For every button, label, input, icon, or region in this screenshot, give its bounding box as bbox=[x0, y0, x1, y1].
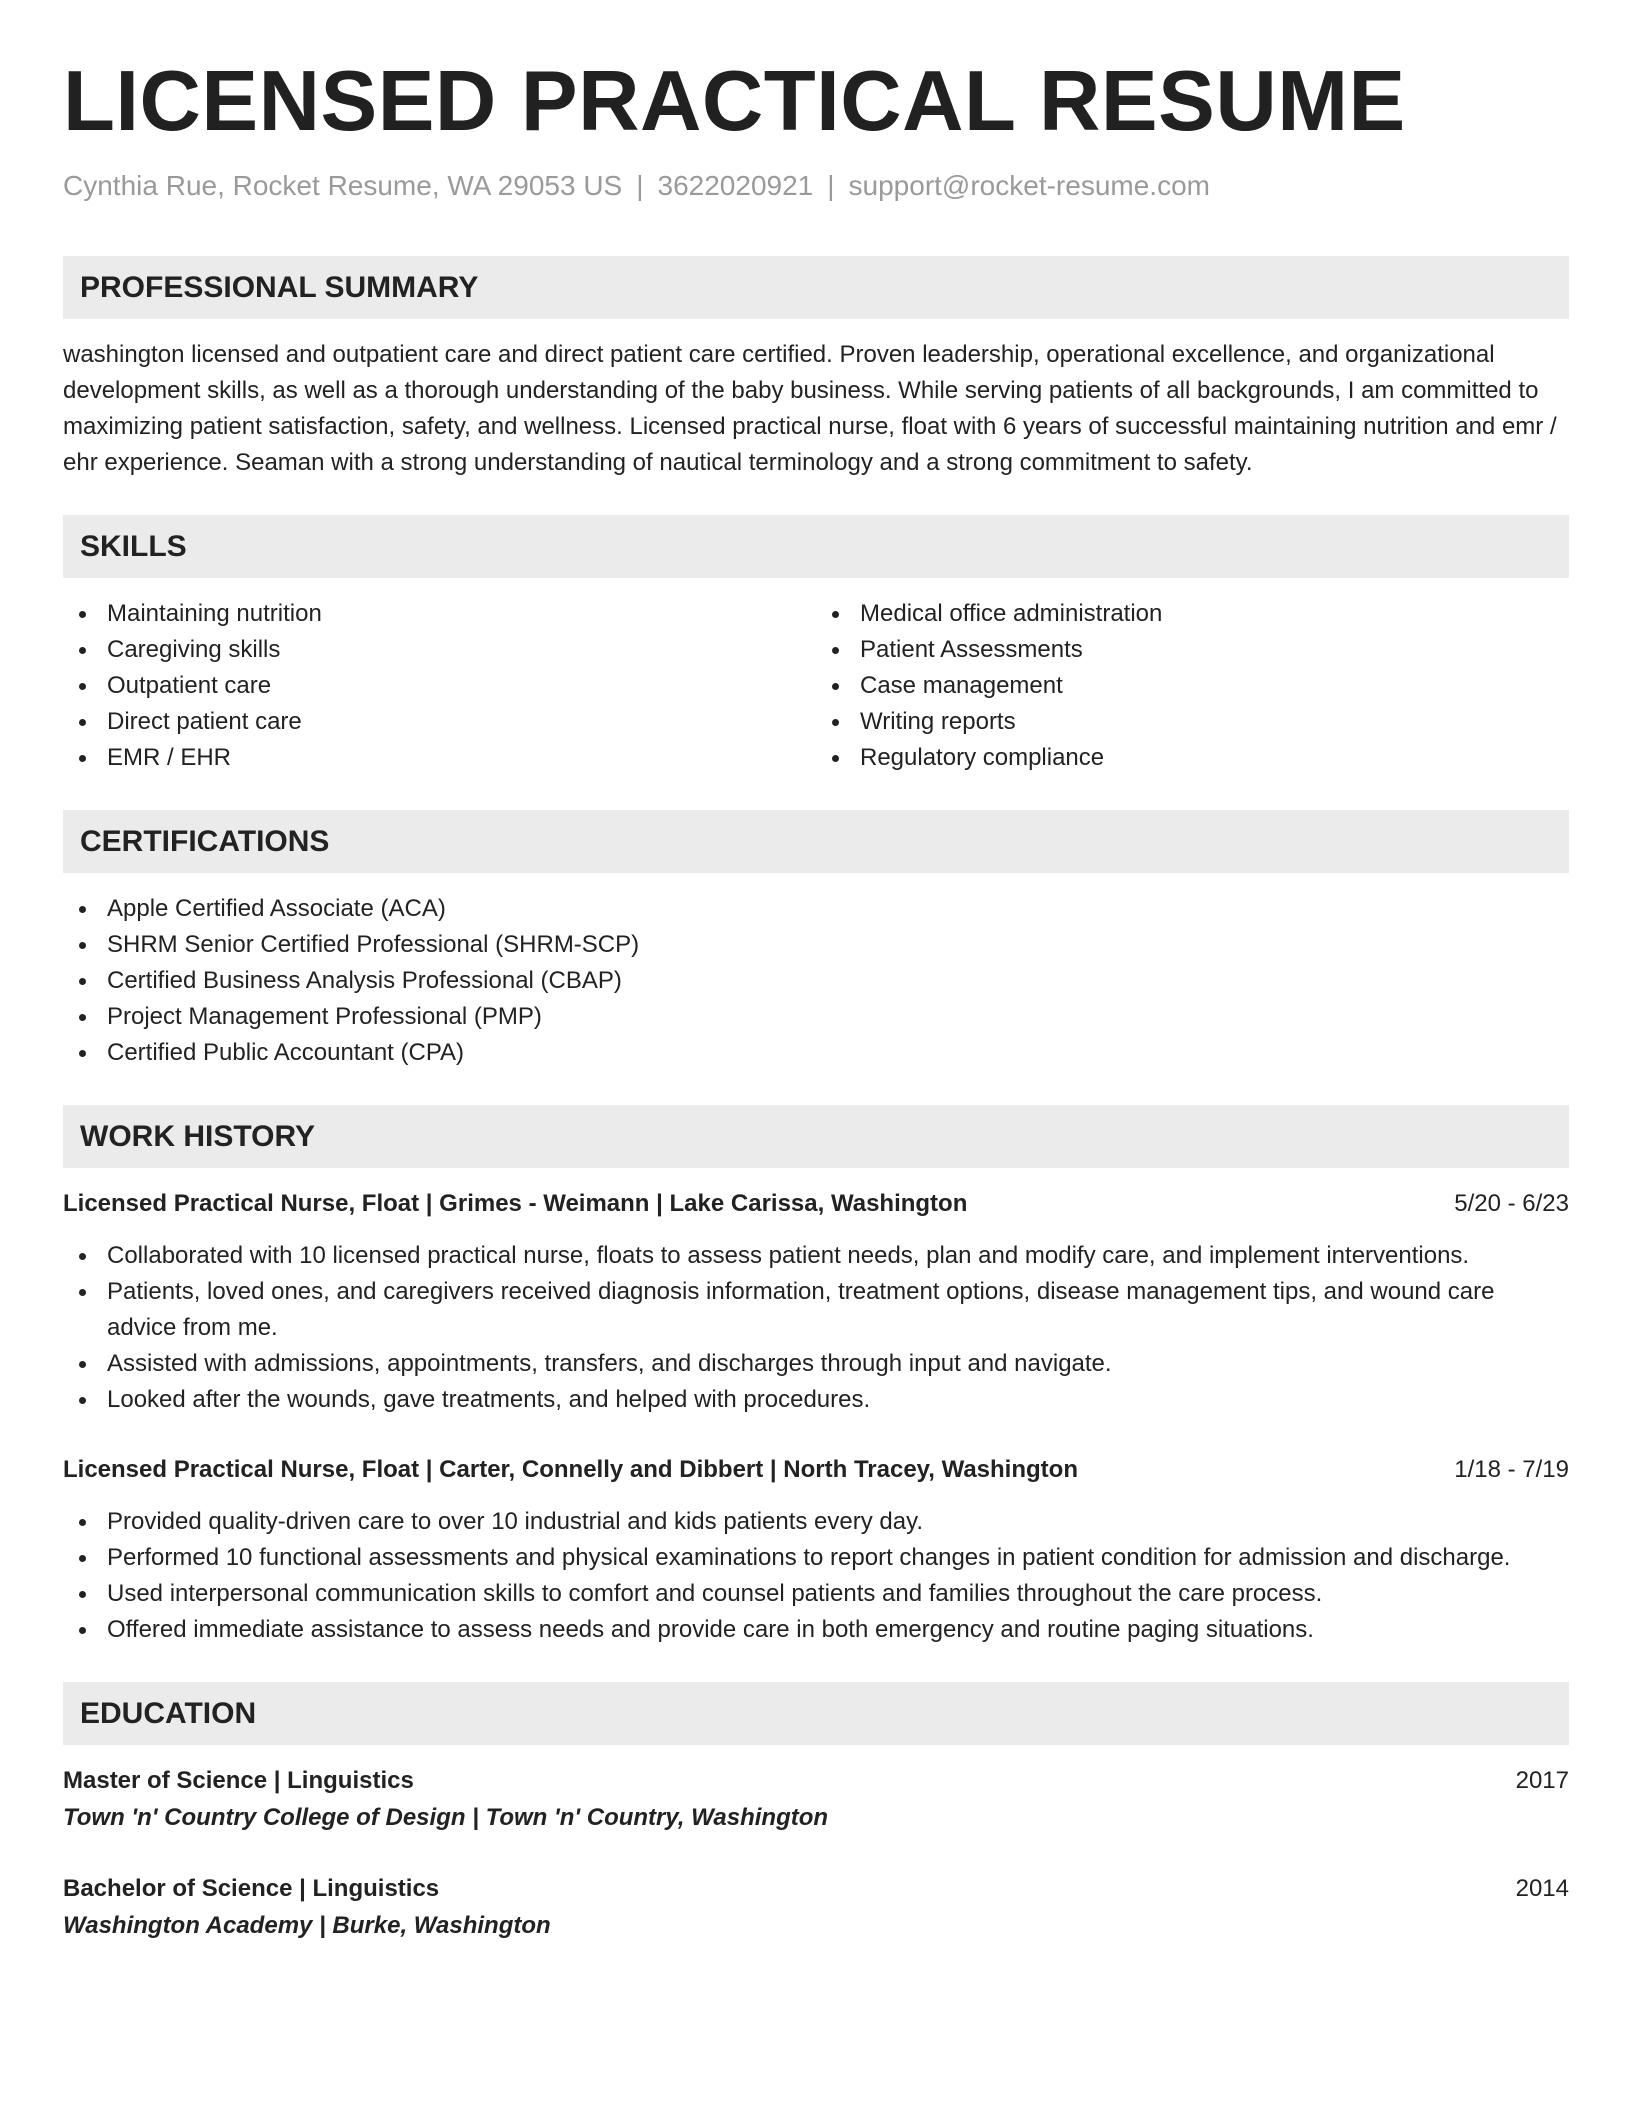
certifications-section bbox=[63, 810, 1569, 1071]
skills-section bbox=[63, 515, 1569, 776]
certifications-list bbox=[63, 891, 1569, 1071]
skill-item: Direct patient care bbox=[63, 704, 816, 740]
certification-item: Apple Certified Associate (ACA) bbox=[63, 891, 1569, 927]
job-bullet: Provided quality-driven care to over 10 industrial and kids patients every day. bbox=[63, 1504, 1569, 1540]
job-bullet: Offered immediate assistance to assess needs and provide care in both emergency and routine paging situations. bbox=[63, 1612, 1569, 1648]
education-section bbox=[63, 1682, 1569, 1945]
skills-column-left bbox=[63, 596, 816, 776]
education-school: Washington Academy | Burke, Washington bbox=[63, 1912, 551, 1939]
summary-heading: PROFESSIONAL SUMMARY bbox=[63, 256, 1569, 319]
contact-line bbox=[63, 168, 1569, 204]
job-title: Licensed Practical Nurse, Float | Carter, Connelly and Dibbert | North Tracey, Washington bbox=[63, 1456, 1078, 1483]
job-dates: 5/20 - 6/23 bbox=[1454, 1190, 1569, 1217]
contact-phone: 3622020921 bbox=[657, 170, 814, 201]
job-bullet: Performed 10 functional assessments and physical examinations to report changes in patient condition for admission and discharge. bbox=[63, 1540, 1569, 1576]
job-entry bbox=[63, 1452, 1569, 1648]
work-history-section bbox=[63, 1105, 1569, 1648]
education-degree: Master of Science | Linguistics bbox=[63, 1767, 414, 1794]
job-dates: 1/18 - 7/19 bbox=[1454, 1456, 1569, 1483]
summary-section bbox=[63, 256, 1569, 481]
education-degree: Bachelor of Science | Linguistics bbox=[63, 1875, 440, 1902]
education-school: Town 'n' Country College of Design | Town 'n' Country, Washington bbox=[63, 1804, 829, 1831]
education-year: 2017 bbox=[1515, 1767, 1569, 1794]
education-header bbox=[63, 1763, 1569, 1799]
job-bullet: Assisted with admissions, appointments, transfers, and discharges through input and navigate. bbox=[63, 1346, 1569, 1382]
job-title: Licensed Practical Nurse, Float | Grimes - Weimann | Lake Carissa, Washington bbox=[63, 1190, 968, 1217]
skills-column-right bbox=[816, 596, 1569, 776]
certifications-heading: CERTIFICATIONS bbox=[63, 810, 1569, 873]
skills-heading: SKILLS bbox=[63, 515, 1569, 578]
education-entry bbox=[63, 1763, 1569, 1837]
skill-item: EMR / EHR bbox=[63, 740, 816, 776]
skill-item: Outpatient care bbox=[63, 668, 816, 704]
education-entry bbox=[63, 1871, 1569, 1945]
job-bullet: Looked after the wounds, gave treatments, and helped with procedures. bbox=[63, 1382, 1569, 1418]
job-bullets bbox=[63, 1238, 1569, 1418]
certification-item: Certified Business Analysis Professional (CBAP) bbox=[63, 963, 1569, 999]
contact-address: Cynthia Rue, Rocket Resume, WA 29053 US bbox=[63, 170, 623, 201]
job-bullet: Patients, loved ones, and caregivers received diagnosis information, treatment options, disease management tips, and wound care advice from me. bbox=[63, 1274, 1569, 1346]
certification-item: SHRM Senior Certified Professional (SHRM-SCP) bbox=[63, 927, 1569, 963]
contact-separator: | bbox=[827, 170, 835, 201]
education-heading: EDUCATION bbox=[63, 1682, 1569, 1745]
education-header bbox=[63, 1871, 1569, 1907]
skills-columns bbox=[63, 596, 1569, 776]
work-history-heading: WORK HISTORY bbox=[63, 1105, 1569, 1168]
skill-item: Regulatory compliance bbox=[816, 740, 1569, 776]
contact-separator: | bbox=[636, 170, 644, 201]
job-bullets bbox=[63, 1504, 1569, 1648]
skills-list-left bbox=[63, 596, 816, 776]
education-year: 2014 bbox=[1515, 1875, 1569, 1902]
job-bullet: Collaborated with 10 licensed practical nurse, floats to assess patient needs, plan and modify care, and implement interventions. bbox=[63, 1238, 1569, 1274]
certification-item: Project Management Professional (PMP) bbox=[63, 999, 1569, 1035]
skill-item: Case management bbox=[816, 668, 1569, 704]
skill-item: Medical office administration bbox=[816, 596, 1569, 632]
resume-title: LICENSED PRACTICAL RESUME bbox=[63, 54, 1406, 149]
job-header bbox=[63, 1186, 1569, 1222]
summary-text: washington licensed and outpatient care and direct patient care certified. Proven leadership, operational excellence, and organizational development skills, as well as a thorough understanding of the baby business. While serving patients of all backgrounds, I am committed to maximizing patient satisfaction, safety, and wellness. Licensed practical nurse, float with 6 years of successful maintaining nutrition and emr / ehr experience. Seaman with a strong understanding of nautical terminology and a strong commitment to safety. bbox=[63, 341, 1557, 476]
skill-item: Caregiving skills bbox=[63, 632, 816, 668]
skill-item: Maintaining nutrition bbox=[63, 596, 816, 632]
skill-item: Writing reports bbox=[816, 704, 1569, 740]
job-bullet: Used interpersonal communication skills to comfort and counsel patients and families throughout the care process. bbox=[63, 1576, 1569, 1612]
job-header bbox=[63, 1452, 1569, 1488]
skills-list-right bbox=[816, 596, 1569, 776]
job-entry bbox=[63, 1186, 1569, 1418]
certification-item: Certified Public Accountant (CPA) bbox=[63, 1035, 1569, 1071]
skill-item: Patient Assessments bbox=[816, 632, 1569, 668]
contact-email: support@rocket-resume.com bbox=[848, 170, 1210, 201]
